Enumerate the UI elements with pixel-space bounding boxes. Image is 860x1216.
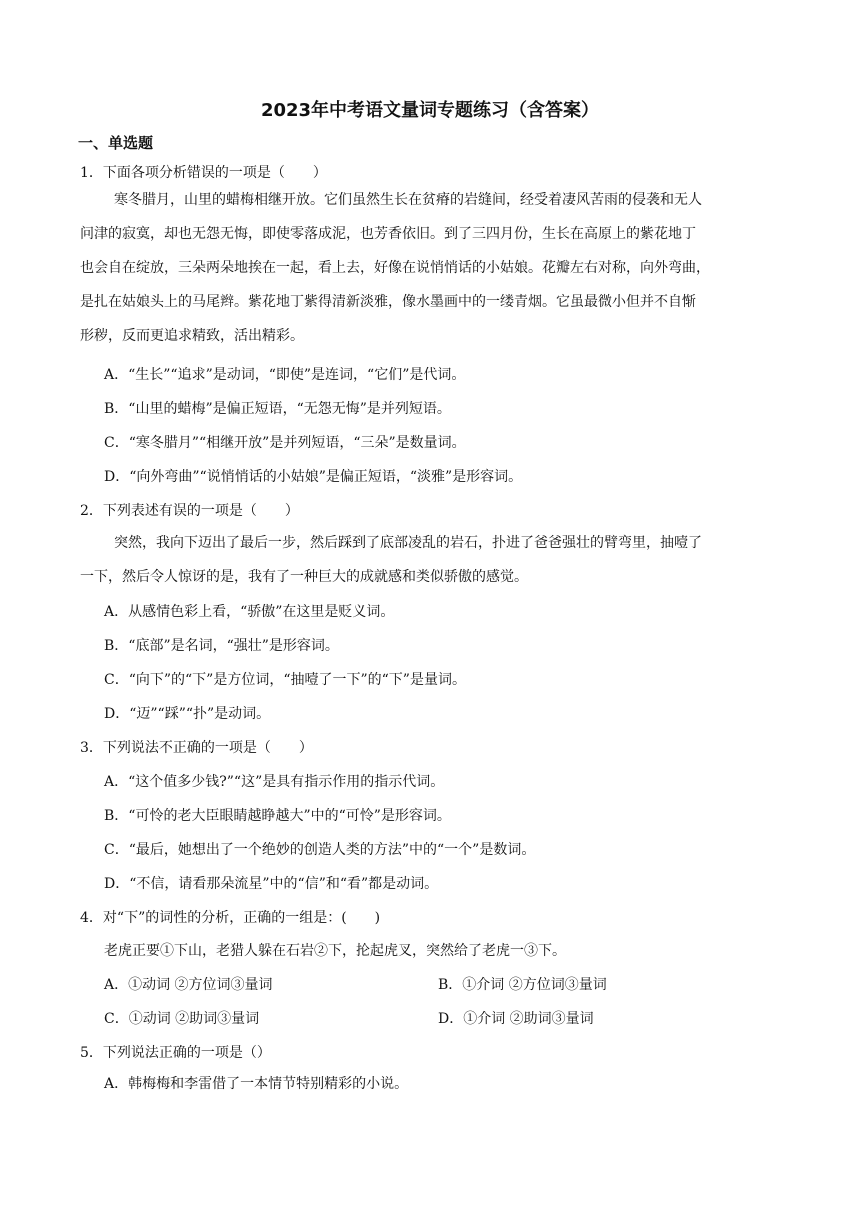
question-4-option-d: D．①介词 ②助词③量词 [438, 1011, 594, 1027]
question-2-option-b: B．“底部”是名词，“强壮”是形容词。 [104, 638, 339, 654]
question-5-stem: 5．下列说法正确的一项是（） [80, 1045, 271, 1061]
section-heading: 一、单选题 [78, 134, 154, 152]
passage-line: 突然，我向下迈出了最后一步，然后踩到了底部凌乱的岩石，扑进了爸爸强壮的臂弯里，抽噎了 [114, 535, 702, 551]
question-3-stem: 3．下列说法不正确的一项是（ ） [80, 740, 313, 756]
question-3-option-b: B．“可怜的老大臣眼睛越睁越大”中的“可怜”是形容词。 [104, 808, 451, 824]
question-2-option-a: A．从感情色彩上看，“骄傲”在这里是贬义词。 [104, 604, 395, 620]
passage-line: 问津的寂寞，却也无怨无悔，即使零落成泥，也芳香依旧。到了三四月份，生长在高原上的紫花地丁 [80, 226, 696, 242]
question-1-option-d: D．“向外弯曲”“说悄悄话的小姑娘”是偏正短语，“淡雅”是形容词。 [104, 469, 523, 485]
question-3-option-d: D．“不信，请看那朵流星”中的“信”和“看”都是动词。 [104, 876, 439, 892]
passage-line: 形秽，反而更追求精致，活出精彩。 [80, 328, 304, 344]
question-4-passage: 老虎正要①下山，老猎人躲在石岩②下，抡起虎叉，突然给了老虎一③下。 [104, 943, 566, 959]
question-4-option-a: A．①动词 ②方位词③量词 [104, 977, 273, 993]
question-4-stem: 4．对“下”的词性的分析，正确的一组是：( ) [80, 910, 381, 926]
question-4-option-b: B．①介词 ②方位词③量词 [438, 977, 607, 993]
question-2-option-d: D．“迈”“踩”“扑”是动词。 [104, 706, 271, 722]
passage-line: 寒冬腊月，山里的蜡梅相继开放。它们虽然生长在贫瘠的岩缝间，经受着凄风苦雨的侵袭和无人 [114, 192, 702, 208]
question-1-passage [80, 183, 780, 353]
question-1-stem: 1．下面各项分析错误的一项是（ ） [80, 165, 327, 181]
question-5-option-a: A．韩梅梅和李雷借了一本情节特别精彩的小说。 [104, 1076, 409, 1092]
question-2-passage [80, 526, 780, 594]
question-2-stem: 2．下列表述有误的一项是（ ） [80, 503, 299, 519]
question-3-option-c: C．“最后，她想出了一个绝妙的创造人类的方法”中的“一个”是数词。 [104, 842, 536, 858]
question-1-option-c: C．“寒冬腊月”“相继开放”是并列短语，“三朵”是数量词。 [104, 435, 466, 451]
question-3-option-a: A．“这个值多少钱?”“这”是具有指示作用的指示代词。 [104, 774, 445, 790]
question-1-option-a: A．“生长”“追求”是动词，“即使”是连词，“它们”是代词。 [104, 367, 466, 383]
page-title: 2023年中考语文量词专题练习（含答案） [260, 100, 600, 121]
passage-line: 是扎在姑娘头上的马尾辫。紫花地丁紫得清新淡雅，像水墨画中的一缕青烟。它虽最微小但并不自惭 [80, 294, 696, 310]
question-2-option-c: C．“向下”的“下”是方位词，“抽噎了一下”的“下”是量词。 [104, 672, 466, 688]
passage-line: 也会自在绽放，三朵两朵地挨在一起，看上去，好像在说悄悄话的小姑娘。花瓣左右对称，向外弯曲， [80, 260, 710, 276]
question-4-option-c: C．①动词 ②助词③量词 [104, 1011, 260, 1027]
passage-line: 一下，然后令人惊讶的是，我有了一种巨大的成就感和类似骄傲的感觉。 [80, 569, 528, 585]
question-1-option-b: B．“山里的蜡梅”是偏正短语，“无怨无悔”是并列短语。 [104, 401, 451, 417]
